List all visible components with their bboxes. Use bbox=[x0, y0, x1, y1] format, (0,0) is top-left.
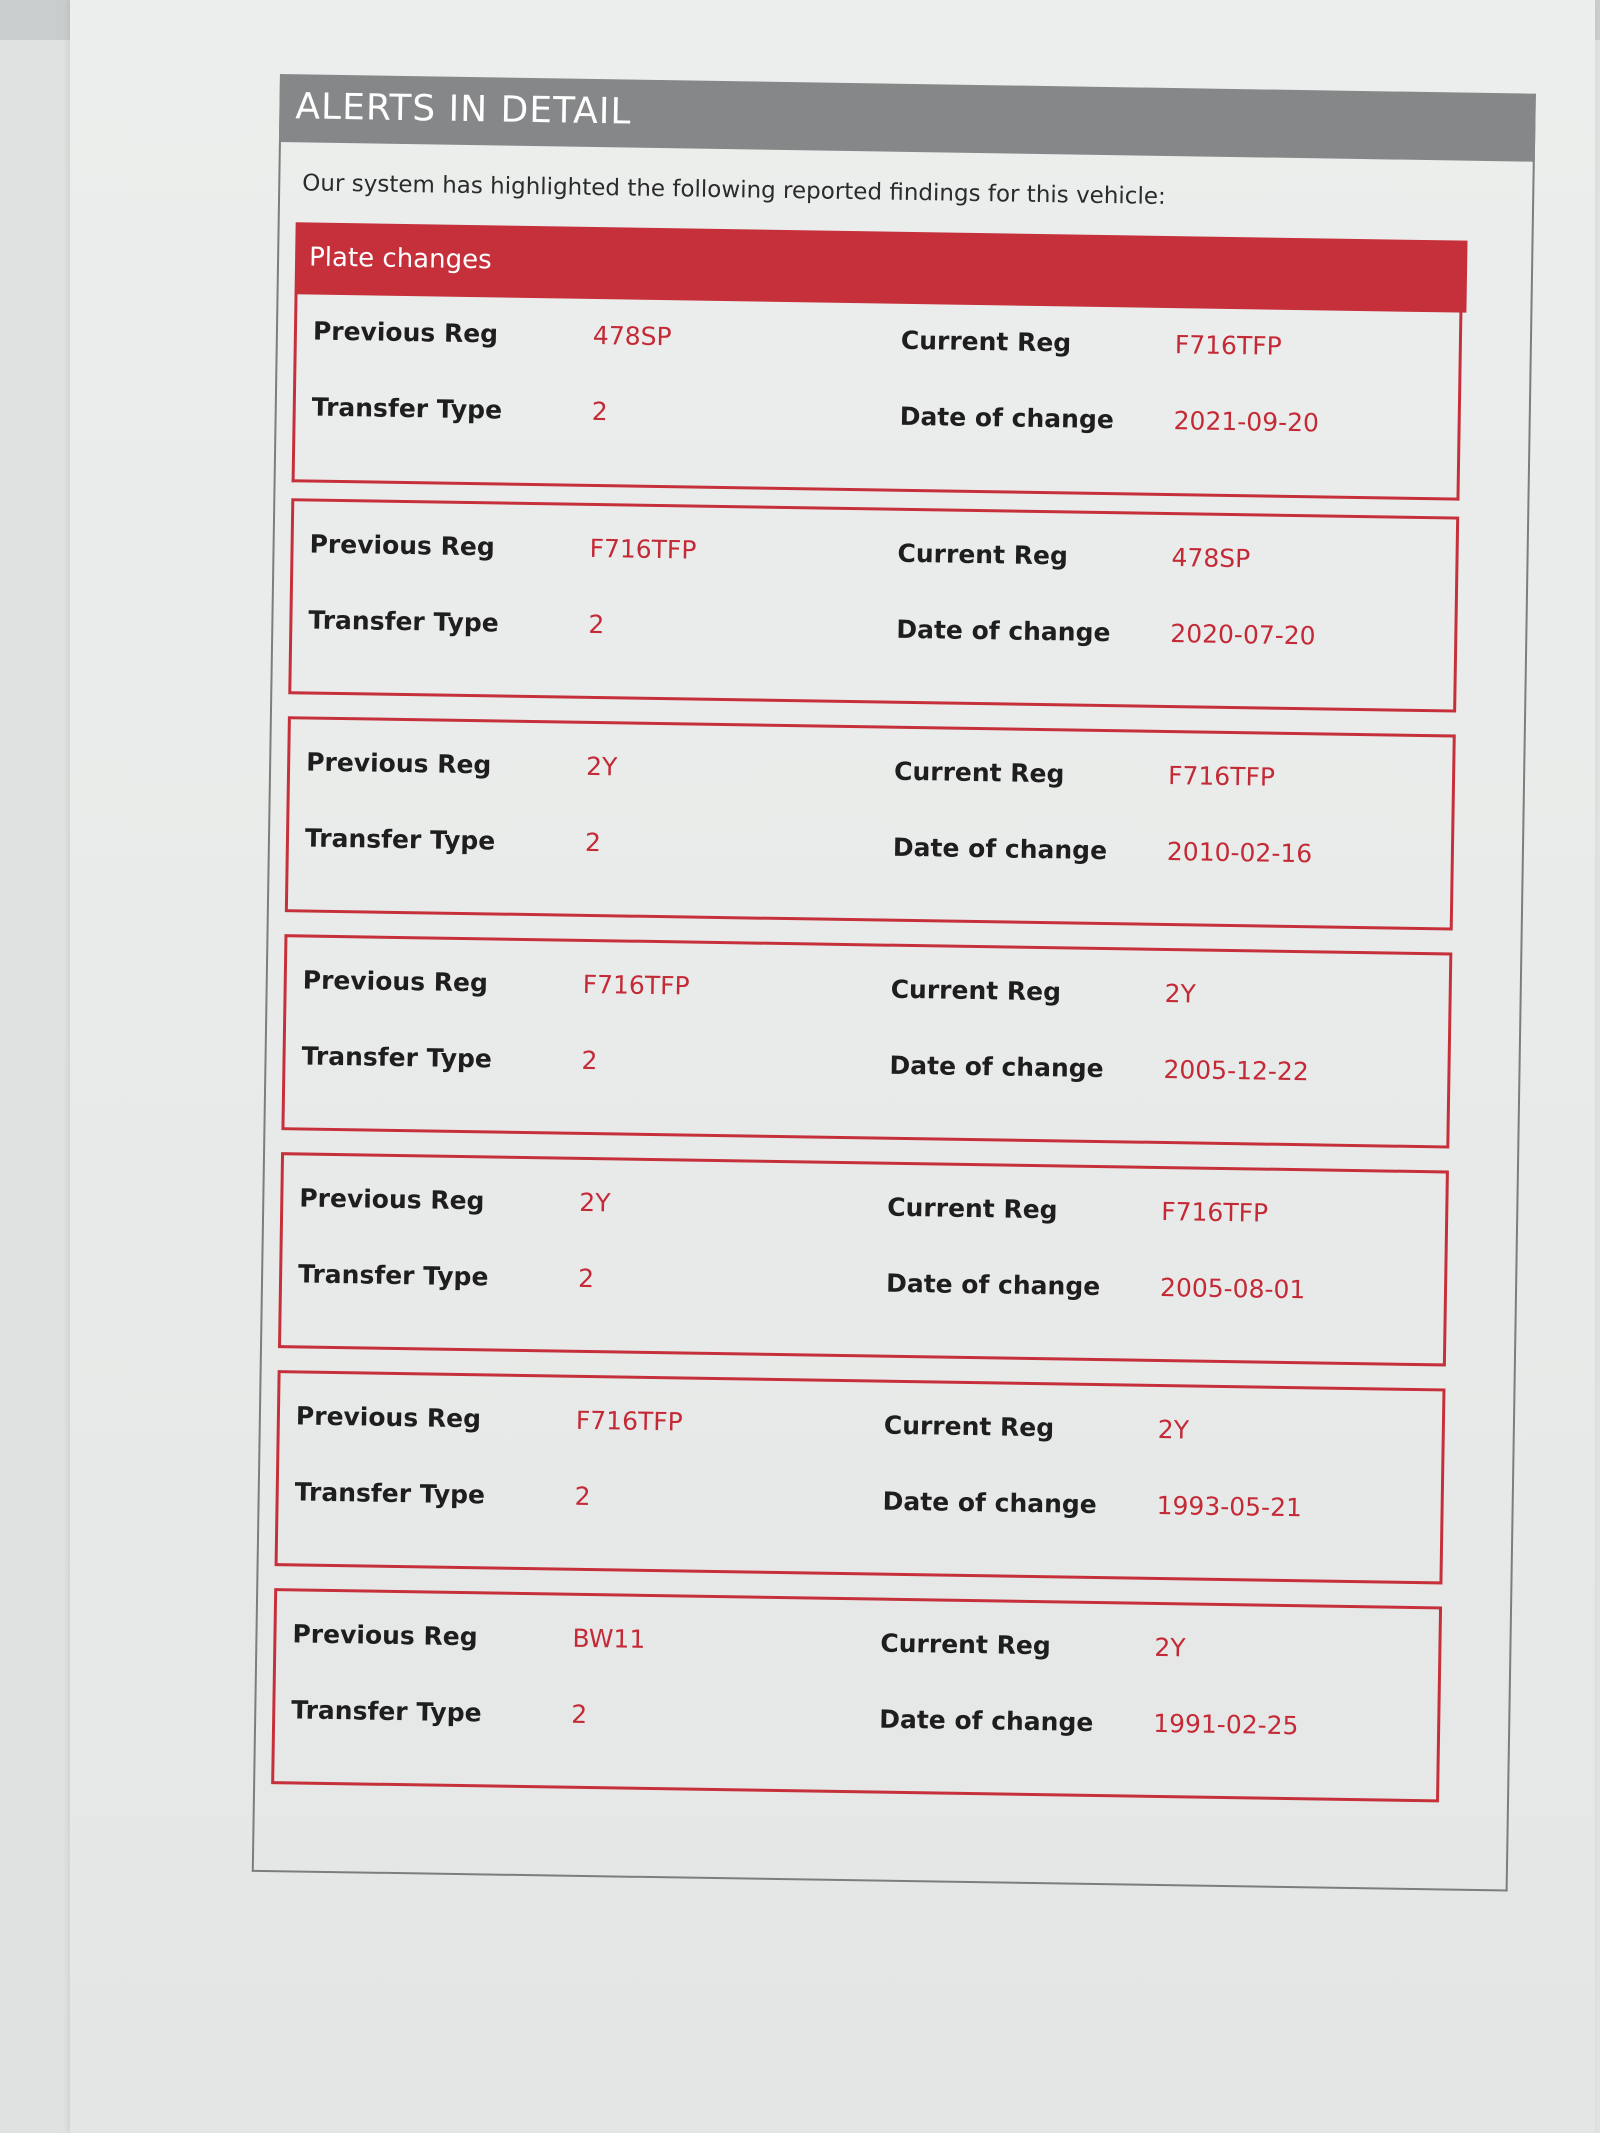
date-of-change-label: Date of change bbox=[882, 1486, 1097, 1520]
date-of-change-value: 2020-07-20 bbox=[1170, 619, 1316, 651]
transfer-type-label: Transfer Type bbox=[311, 392, 503, 425]
previous-reg-label: Previous Reg bbox=[295, 1401, 482, 1434]
current-reg-label: Current Reg bbox=[897, 538, 1069, 571]
current-reg-value: F716TFP bbox=[1167, 761, 1276, 792]
current-reg-label: Current Reg bbox=[883, 1410, 1055, 1443]
transfer-type-value: 2 bbox=[588, 609, 605, 640]
current-reg-value: 2Y bbox=[1157, 1414, 1190, 1445]
current-reg-value: 478SP bbox=[1171, 543, 1251, 574]
previous-reg-label: Previous Reg bbox=[305, 747, 492, 780]
transfer-type-value: 2 bbox=[577, 1263, 595, 1294]
transfer-type-label: Transfer Type bbox=[308, 605, 499, 638]
current-reg-label: Current Reg bbox=[890, 974, 1062, 1007]
previous-reg-value: 478SP bbox=[592, 320, 672, 352]
date-of-change-value: 1993-05-21 bbox=[1156, 1490, 1303, 1523]
previous-reg-label: Previous Reg bbox=[299, 1183, 485, 1216]
date-of-change-value: 2010-02-16 bbox=[1166, 837, 1313, 869]
plate-change-record bbox=[271, 1588, 1442, 1802]
alerts-document bbox=[252, 74, 1536, 1894]
transfer-type-label: Transfer Type bbox=[304, 823, 496, 856]
date-of-change-label: Date of change bbox=[896, 614, 1111, 648]
previous-reg-label: Previous Reg bbox=[302, 965, 489, 998]
previous-reg-value: F716TFP bbox=[582, 969, 690, 1001]
plate-change-record bbox=[275, 1370, 1446, 1584]
plate-change-record bbox=[281, 934, 1452, 1148]
previous-reg-value: BW11 bbox=[572, 1623, 646, 1654]
plate-change-record bbox=[278, 1152, 1449, 1366]
plate-change-record bbox=[285, 716, 1456, 930]
current-reg-value: 2Y bbox=[1164, 979, 1197, 1009]
paper-sheet bbox=[70, 0, 1595, 2133]
date-of-change-label: Date of change bbox=[889, 1050, 1104, 1084]
previous-reg-value: 2Y bbox=[585, 751, 618, 782]
transfer-type-label: Transfer Type bbox=[294, 1477, 486, 1510]
date-of-change-label: Date of change bbox=[879, 1704, 1094, 1737]
date-of-change-value: 1991-02-25 bbox=[1152, 1708, 1299, 1741]
current-reg-label: Current Reg bbox=[893, 756, 1065, 789]
current-reg-value: 2Y bbox=[1154, 1632, 1186, 1663]
transfer-type-label: Transfer Type bbox=[301, 1041, 493, 1074]
transfer-type-value: 2 bbox=[584, 827, 602, 858]
current-reg-label: Current Reg bbox=[880, 1628, 1051, 1661]
current-reg-value: F716TFP bbox=[1161, 1196, 1269, 1228]
transfer-type-value: 2 bbox=[571, 1699, 588, 1730]
plate-change-record bbox=[288, 498, 1459, 712]
transfer-type-label: Transfer Type bbox=[297, 1259, 489, 1292]
transfer-type-value: 2 bbox=[581, 1045, 598, 1076]
date-of-change-value: 2005-08-01 bbox=[1159, 1272, 1306, 1305]
transfer-type-label: Transfer Type bbox=[291, 1695, 482, 1728]
date-of-change-label: Date of change bbox=[892, 832, 1108, 866]
date-of-change-label: Date of change bbox=[885, 1268, 1101, 1302]
previous-reg-value: F716TFP bbox=[575, 1405, 683, 1437]
current-reg-value: F716TFP bbox=[1174, 330, 1282, 361]
section-title: Plate changes bbox=[308, 242, 492, 276]
transfer-type-value: 2 bbox=[574, 1481, 591, 1512]
previous-reg-label: Previous Reg bbox=[309, 529, 495, 562]
previous-reg-value: F716TFP bbox=[589, 533, 697, 565]
previous-reg-label: Previous Reg bbox=[312, 316, 499, 349]
previous-reg-label: Previous Reg bbox=[292, 1619, 478, 1652]
plate-change-record bbox=[292, 292, 1463, 500]
current-reg-label: Current Reg bbox=[887, 1192, 1058, 1225]
previous-reg-value: 2Y bbox=[579, 1187, 611, 1218]
date-of-change-label: Date of change bbox=[899, 401, 1115, 435]
date-of-change-value: 2005-12-22 bbox=[1163, 1055, 1309, 1087]
page-title: ALERTS IN DETAIL bbox=[295, 86, 632, 133]
transfer-type-value: 2 bbox=[591, 396, 608, 427]
current-reg-label: Current Reg bbox=[900, 325, 1072, 358]
intro-text: Our system has highlighted the following reported findings for this vehicle: bbox=[302, 170, 1166, 210]
date-of-change-value: 2021-09-20 bbox=[1173, 406, 1320, 438]
